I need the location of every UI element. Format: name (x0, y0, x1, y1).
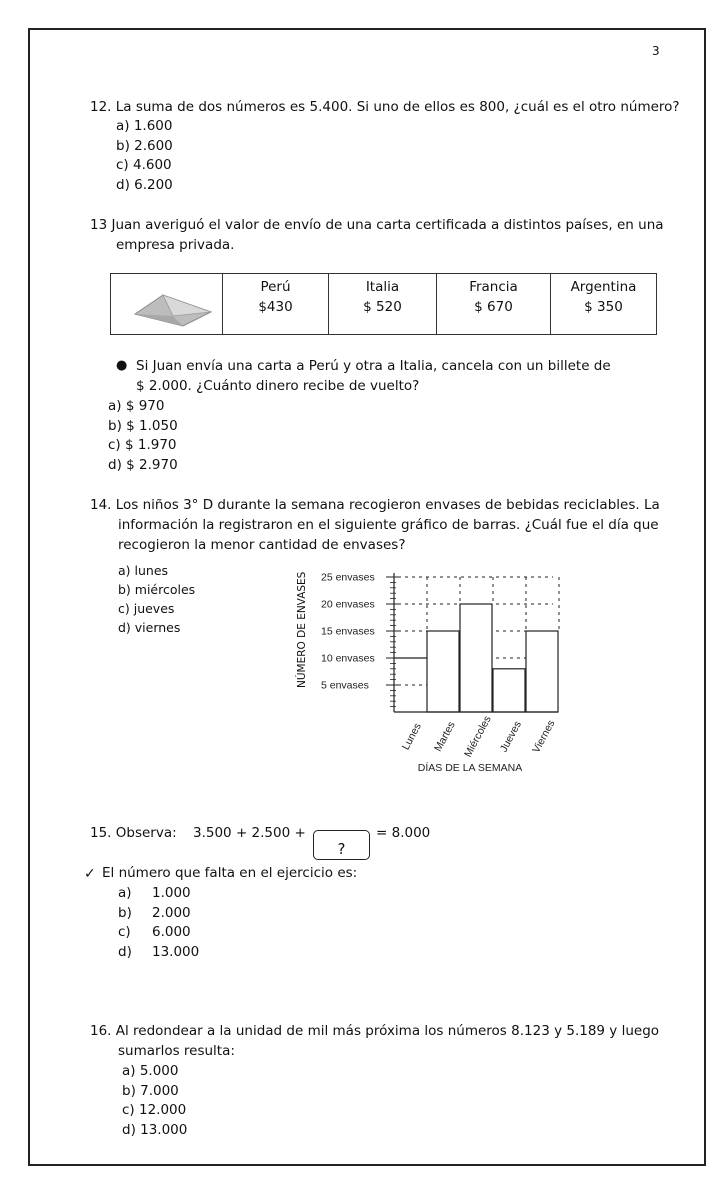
q16-option-c[interactable]: c) 12.000 (122, 1102, 187, 1119)
q16-text-line2: sumarlos resulta: (118, 1043, 235, 1059)
bar-viernes (526, 631, 558, 712)
y-tick-label: 5 envases (321, 679, 369, 692)
q12-option-c[interactable]: c) 4.600 (116, 157, 172, 174)
q14-option-a[interactable]: a) lunes (118, 563, 169, 578)
q14-options (118, 561, 195, 637)
q15-expression: 3.500 + 2.500 + (193, 825, 306, 841)
q12-option-b[interactable]: b) 2.600 (116, 137, 173, 154)
q13-text-line2: empresa privada. (116, 237, 235, 253)
chart-y-axis-label: NÚMERO DE ENVASES (296, 571, 308, 688)
x-tick-label: Miércoles (462, 713, 494, 760)
price-francia: $ 670 (474, 299, 513, 315)
q15-option-d-letter: d) (118, 944, 132, 961)
q15-check-text: El número que falta en el ejercicio es: (102, 865, 358, 881)
q12-option-d[interactable]: d) 6.200 (116, 177, 173, 194)
y-tick-label: 10 envases (321, 652, 375, 665)
q15-options (118, 884, 199, 963)
q13-option-a[interactable]: a) $ 970 (108, 398, 165, 414)
q13-options (108, 397, 178, 476)
y-tick-label: 25 envases (321, 571, 375, 584)
x-tick-label: Viernes (530, 718, 558, 756)
q15-option-d[interactable] (118, 943, 199, 963)
q13-bullet-line1: Si Juan envía una carta a Perú y otra a Italia, cancela con un billete de (136, 358, 611, 374)
bullet-icon: ● (116, 358, 128, 373)
price-peru: $430 (258, 299, 293, 315)
country-francia: Francia (469, 279, 518, 295)
x-tick-label: Martes (432, 719, 458, 754)
q15-label: 15. Observa: (90, 825, 177, 841)
q15-option-c-letter: c) (118, 924, 131, 941)
q15-option-b-letter: b) (118, 904, 132, 921)
bar-jueves (493, 669, 525, 712)
q14-text-line2: información la registraron en el siguiente gráfico de barras. ¿Cuál fue el día que (118, 517, 659, 533)
q14-text-line3: recogieron la menor cantidad de envases? (118, 537, 406, 553)
x-tick-label: Jueves (497, 719, 524, 755)
q13-option-b[interactable]: b) $ 1.050 (108, 417, 178, 434)
q14-text-line1: 14. Los niños 3° D durante la semana recogieron envases de bebidas reciclables. La (90, 497, 660, 513)
country-peru: Perú (260, 279, 291, 295)
q12-text: 12. La suma de dos números es 5.400. Si uno de ellos es 800, ¿cuál es el otro número? (90, 99, 680, 115)
bar-miércoles (460, 604, 492, 712)
q16-text-line1: 16. Al redondear a la unidad de mil más próxima los números 8.123 y 5.189 y luego (90, 1023, 660, 1039)
country-italia: Italia (365, 279, 400, 295)
q14-option-b[interactable]: b) miércoles (118, 582, 196, 597)
price-col-italia (328, 274, 436, 334)
q15-option-c-value: 6.000 (152, 924, 191, 941)
checkmark-icon: ✓ (84, 866, 96, 882)
q15-option-a-value: 1.000 (152, 885, 191, 901)
q15-option-c[interactable] (118, 923, 199, 943)
q16-option-d[interactable]: d) 13.000 (122, 1122, 188, 1139)
q13-option-c[interactable]: c) $ 1.970 (108, 437, 177, 454)
q14-option-c[interactable]: c) jueves (118, 601, 175, 616)
q12-options (116, 117, 173, 196)
country-argentina: Argentina (570, 279, 637, 295)
q13-option-d[interactable]: d) $ 2.970 (108, 457, 178, 474)
bar-martes (427, 631, 459, 712)
q15-option-b-value: 2.000 (152, 904, 191, 921)
price-col-argentina (550, 274, 656, 334)
price-argentina: $ 350 (584, 299, 623, 315)
q16-option-a[interactable]: a) 5.000 (122, 1063, 179, 1079)
q15-option-d-value: 13.000 (152, 944, 200, 961)
q12-option-a[interactable]: a) 1.600 (116, 118, 173, 134)
missing-number-box: ? (313, 830, 370, 860)
price-table (110, 273, 657, 335)
bar-chart (298, 566, 560, 780)
q14-option-d[interactable]: d) viernes (118, 620, 181, 635)
q15-option-a[interactable] (118, 884, 199, 904)
q16-option-b[interactable]: b) 7.000 (122, 1082, 179, 1099)
price-col-peru (222, 274, 328, 334)
q13-bullet-line2: $ 2.000. ¿Cuánto dinero recibe de vuelto? (136, 378, 420, 394)
price-italia: $ 520 (363, 299, 402, 315)
envelope-icon (133, 292, 213, 328)
chart-x-axis-label: DÍAS DE LA SEMANA (417, 762, 523, 774)
q16-options (122, 1062, 187, 1141)
q13-text-line1: 13 Juan averiguó el valor de envío de una carta certificada a distintos países, en una (90, 217, 664, 233)
y-tick-label: 15 envases (321, 625, 375, 638)
page-number: 3 (652, 44, 660, 58)
y-tick-label: 20 envases (321, 598, 375, 611)
price-col-francia (436, 274, 550, 334)
q15-result: = 8.000 (376, 825, 431, 841)
q15-option-a-letter: a) (118, 885, 132, 901)
x-tick-label: Lunes (399, 721, 424, 753)
q15-option-b[interactable] (118, 904, 199, 924)
